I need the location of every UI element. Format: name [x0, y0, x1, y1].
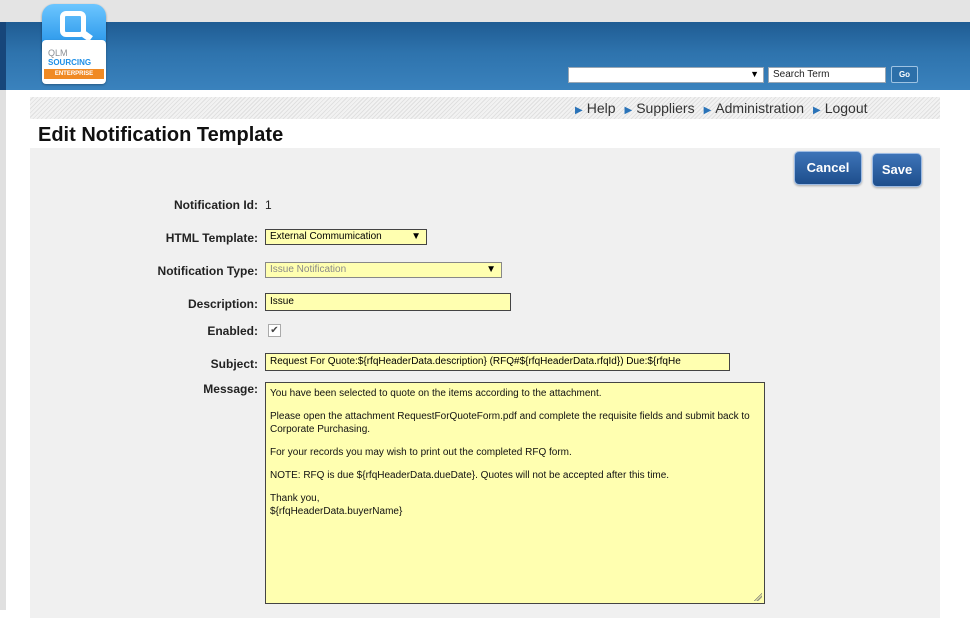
app-logo[interactable] — [42, 4, 106, 84]
nav-item-administration[interactable] — [704, 100, 804, 116]
nav-label: Suppliers — [636, 100, 695, 116]
left-rail — [0, 90, 6, 610]
description-label: Description: — [187, 297, 258, 311]
logo-text-enterprise: ENTERPRISE — [44, 69, 104, 79]
chevron-down-icon: ▼ — [411, 231, 421, 242]
enabled-label: Enabled: — [207, 324, 258, 338]
message-textarea[interactable] — [265, 382, 765, 604]
enabled-checkbox[interactable] — [268, 324, 281, 337]
chevron-down-icon: ▼ — [486, 264, 496, 275]
notification-type-label: Notification Type: — [157, 264, 258, 278]
message-paragraph: ${rfqHeaderData.buyerName} — [270, 506, 403, 517]
message-paragraph: You have been selected to quote on the items according to the attachment. — [270, 388, 602, 399]
notification-id-label: Notification Id: — [174, 198, 258, 212]
triangle-right-icon: ▶ — [624, 105, 633, 116]
message-paragraph: Thank you, — [270, 493, 320, 504]
triangle-right-icon: ▶ — [575, 105, 583, 116]
message-label: Message: — [203, 382, 258, 396]
description-input[interactable]: Issue — [265, 293, 511, 311]
search-category-select[interactable] — [568, 67, 764, 83]
logo-card — [42, 40, 106, 84]
html-template-label: HTML Template: — [165, 231, 258, 245]
notification-type-select — [265, 262, 502, 278]
html-template-select[interactable] — [265, 229, 427, 245]
page-title: Edit Notification Template — [38, 124, 284, 146]
cancel-button[interactable]: Cancel — [794, 151, 862, 185]
search-go-button[interactable]: Go — [891, 66, 918, 83]
check-icon: ✔ — [270, 325, 279, 336]
nav-item-help[interactable] — [575, 100, 616, 116]
message-paragraph: Please open the attachment RequestForQuoteForm.pdf and complete the requisite fields and submit back to Corporate Purchasing. — [270, 411, 750, 435]
html-template-value: External Commumication — [270, 231, 382, 242]
logo-text-sourcing: SOURCING — [48, 58, 92, 67]
message-paragraph: NOTE: RFQ is due ${rfqHeaderData.dueDate}. Quotes will not be accepted after this time. — [270, 470, 670, 481]
top-nav — [575, 100, 877, 116]
subject-input[interactable]: Request For Quote:${rfqHeaderData.description} (RFQ#${rfqHeaderData.rfqId}) Due:${rfqHe — [265, 353, 730, 371]
nav-label: Logout — [824, 100, 868, 116]
message-paragraph: For your records you may wish to print out the completed RFQ form. — [270, 447, 572, 458]
nav-label: Administration — [715, 100, 804, 116]
top-strip — [0, 0, 970, 22]
resize-handle[interactable] — [754, 593, 762, 601]
header-edge — [0, 22, 6, 90]
search-input[interactable]: Search Term — [768, 67, 886, 83]
nav-label: Help — [586, 100, 616, 116]
notification-id-value: 1 — [265, 198, 272, 212]
chevron-down-icon: ▼ — [750, 69, 759, 79]
nav-item-suppliers[interactable] — [625, 100, 695, 116]
subject-label: Subject: — [210, 357, 258, 371]
logo-text-qlm: QLM — [48, 48, 68, 58]
save-button[interactable]: Save — [872, 153, 922, 187]
nav-item-logout[interactable] — [813, 100, 868, 116]
triangle-right-icon: ▶ — [703, 105, 712, 116]
notification-type-value: Issue Notification — [270, 264, 347, 275]
triangle-right-icon: ▶ — [812, 105, 821, 116]
